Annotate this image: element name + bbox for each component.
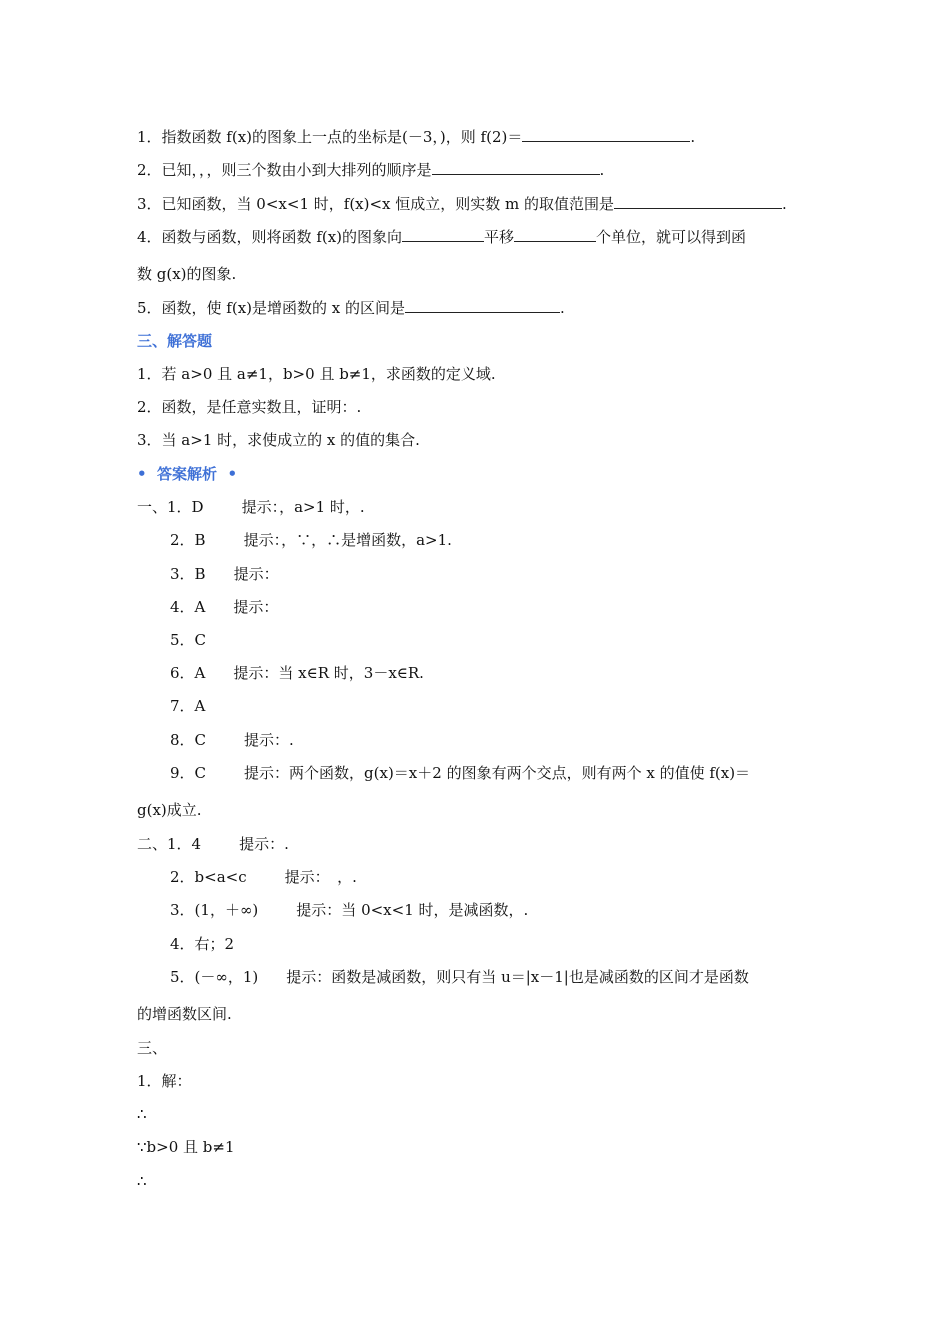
- answer-1-8: 8．C 提示：.: [170, 731, 294, 749]
- fill-in-3: 3．已知函数，当 0<x<1 时，f(x)<x 恒成立，则实数 m 的取值范围是 .: [137, 195, 787, 213]
- answer-2-5: 5．(－∞，1) 提示：函数是减函数，则只有当 u＝|x－1|也是减函数的区间才是函数: [170, 968, 749, 986]
- answer-blank: [514, 227, 596, 242]
- answer-1-9-cont: g(x)成立.: [137, 801, 202, 819]
- answer-2-5-cont: 的增函数区间.: [137, 1005, 232, 1023]
- answer-2-1: 二、1．4 提示：.: [137, 835, 289, 853]
- problem-1: 1．若 a>0 且 a≠1，b>0 且 b≠1，求函数的定义域.: [137, 365, 496, 383]
- fill-in-1: 1．指数函数 f(x)的图象上一点的坐标是(－3，)，则 f(2)＝ .: [137, 128, 696, 146]
- fill-in-5: 5．函数，使 f(x)是增函数的 x 的区间是 .: [137, 299, 565, 317]
- answer-3-line: ∴: [137, 1105, 147, 1123]
- answer-1-9: 9．C 提示：两个函数，g(x)＝x＋2 的图象有两个交点，则有两个 x 的值使 f(x)＝: [170, 764, 751, 782]
- answer-1-7: 7．A: [170, 697, 206, 715]
- answer-1-3: 3．B 提示：: [170, 565, 279, 583]
- answer-blank: [402, 227, 484, 242]
- question-text: 2．已知，，，则三个数由小到大排列的顺序是: [137, 161, 432, 179]
- answer-3-line: ∵b>0 且 b≠1: [137, 1138, 235, 1156]
- answer-heading: • 答案解析 •: [137, 465, 238, 483]
- problem-3: 3．当 a>1 时，求使成立的 x 的值的集合.: [137, 431, 420, 449]
- fill-in-4-cont: 数 g(x)的图象.: [137, 265, 237, 283]
- answer-1-1: 一、1．D 提示：，a>1 时，.: [137, 498, 365, 516]
- bullet-icon: •: [137, 465, 147, 483]
- question-text: 5．函数，使 f(x)是增函数的 x 的区间是: [137, 299, 406, 317]
- question-text: 3．已知函数，当 0<x<1 时，f(x)<x 恒成立，则实数 m 的取值范围是: [137, 195, 615, 213]
- answer-3-line: 1．解：: [137, 1072, 192, 1090]
- answer-2-4: 4．右；2: [170, 935, 235, 953]
- answer-1-5: 5．C: [170, 631, 207, 649]
- answer-3-title: 三、: [137, 1039, 168, 1057]
- answer-1-4: 4．A 提示：: [170, 598, 279, 616]
- answer-2-2: 2．b<a<c 提示： ，.: [170, 868, 357, 886]
- answer-1-6: 6．A 提示：当 x∈R 时，3－x∈R.: [170, 664, 424, 682]
- section-heading: 三、解答题: [137, 332, 213, 350]
- answer-blank: [432, 160, 600, 175]
- bullet-icon: •: [227, 465, 238, 483]
- fill-in-2: 2．已知，，，则三个数由小到大排列的顺序是 .: [137, 161, 605, 179]
- fill-in-4: 4．函数与函数，则将函数 f(x)的图象向 平移 个单位，就可以得到函: [137, 228, 747, 246]
- answer-1-2: 2．B 提示：，∵，∴是增函数，a>1.: [170, 531, 452, 549]
- answer-blank: [522, 127, 690, 142]
- problem-2: 2．函数，是任意实数且，证明：.: [137, 398, 362, 416]
- answer-3-line: ∴: [137, 1172, 147, 1190]
- question-text: 4．函数与函数，则将函数 f(x)的图象向: [137, 228, 403, 246]
- answer-2-3: 3．(1，＋∞) 提示：当 0<x<1 时，是减函数，.: [170, 901, 529, 919]
- answer-blank: [614, 194, 782, 209]
- answer-blank: [405, 298, 560, 313]
- question-text: 1．指数函数 f(x)的图象上一点的坐标是(－3，)，则 f(2)＝: [137, 128, 523, 146]
